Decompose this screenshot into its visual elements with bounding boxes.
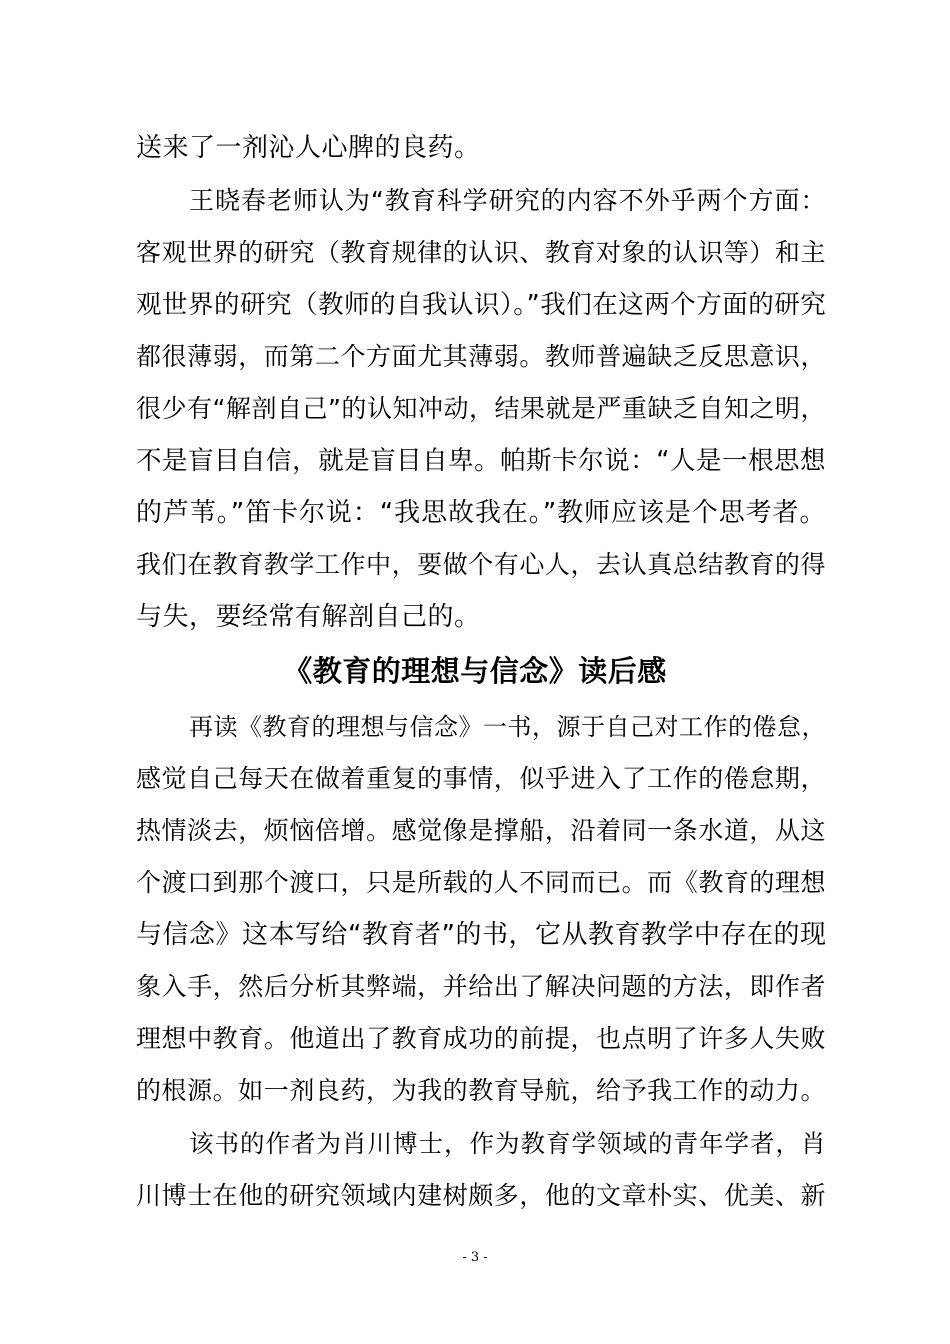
- paragraph-2-line-4: 都很薄弱，而第二个方面尤其薄弱。教师普遍缺乏反思意识，: [136, 342, 826, 371]
- paragraph-2-line-5: 很少有“解剖自己”的认知冲动，结果就是严重缺乏自知之明，: [136, 394, 826, 423]
- paragraph-2-line-3: 观世界的研究（教师的自我认识）。”我们在这两个方面的研究: [136, 290, 827, 320]
- paragraph-3-line-7: 理想中教育。他道出了教育成功的前提，也点明了许多人失败: [136, 1024, 826, 1053]
- paragraph-3-line-8: 的根源。如一剂良药，为我的教育导航，给予我工作的动力。: [136, 1076, 826, 1105]
- paragraph-4-line-1: 该书的作者为肖川博士，作为教育学领域的青年学者，肖: [189, 1129, 826, 1158]
- paragraph-2-line-2: 客观世界的研究（教育规律的认识、教育对象的认识等）和主: [136, 238, 826, 267]
- section-heading: 《教育的理想与信念》读后感: [283, 654, 667, 688]
- paragraph-2-line-9: 与失，要经常有解剖自己的。: [136, 602, 481, 632]
- paragraph-3-line-4: 个渡口到那个渡口，只是所载的人不同而已。而《教育的理想: [136, 868, 826, 897]
- paragraph-2-line-1: 王晓春老师认为“教育科学研究的内容不外乎两个方面：: [189, 186, 826, 215]
- paragraph-2-line-8: 我们在教育教学工作中，要做个有心人，去认真总结教育的得: [136, 550, 826, 579]
- paragraph-2-line-7: 的芦苇。”笛卡尔说：“我思故我在。”教师应该是个思考者。: [136, 498, 826, 528]
- paragraph-3-line-2: 感觉自己每天在做着重复的事情，似乎进入了工作的倦怠期，: [136, 764, 826, 793]
- paragraph-2-line-6: 不是盲目自信，就是盲目自卑。帕斯卡尔说：“人是一根思想: [136, 446, 826, 476]
- page-number: - 3 -: [462, 1250, 488, 1265]
- paragraph-4-line-2: 川博士在他的研究领域内建树颇多，他的文章朴实、优美、新: [136, 1181, 826, 1210]
- paragraph-3-line-1: 再读《教育的理想与信念》一书，源于自己对工作的倦怠，: [189, 713, 826, 741]
- paragraph-3-line-5: 与信念》这本写给“教育者”的书，它从教育教学中存在的现: [136, 920, 827, 950]
- paragraph-3-line-6: 象入手，然后分析其弊端，并给出了解决问题的方法，即作者: [136, 972, 826, 1001]
- paragraph-3-line-3: 热情淡去，烦恼倍增。感觉像是撑船，沿着同一条水道，从这: [136, 816, 826, 845]
- paragraph-1-line-1: 送来了一剂沁人心脾的良药。: [136, 133, 481, 163]
